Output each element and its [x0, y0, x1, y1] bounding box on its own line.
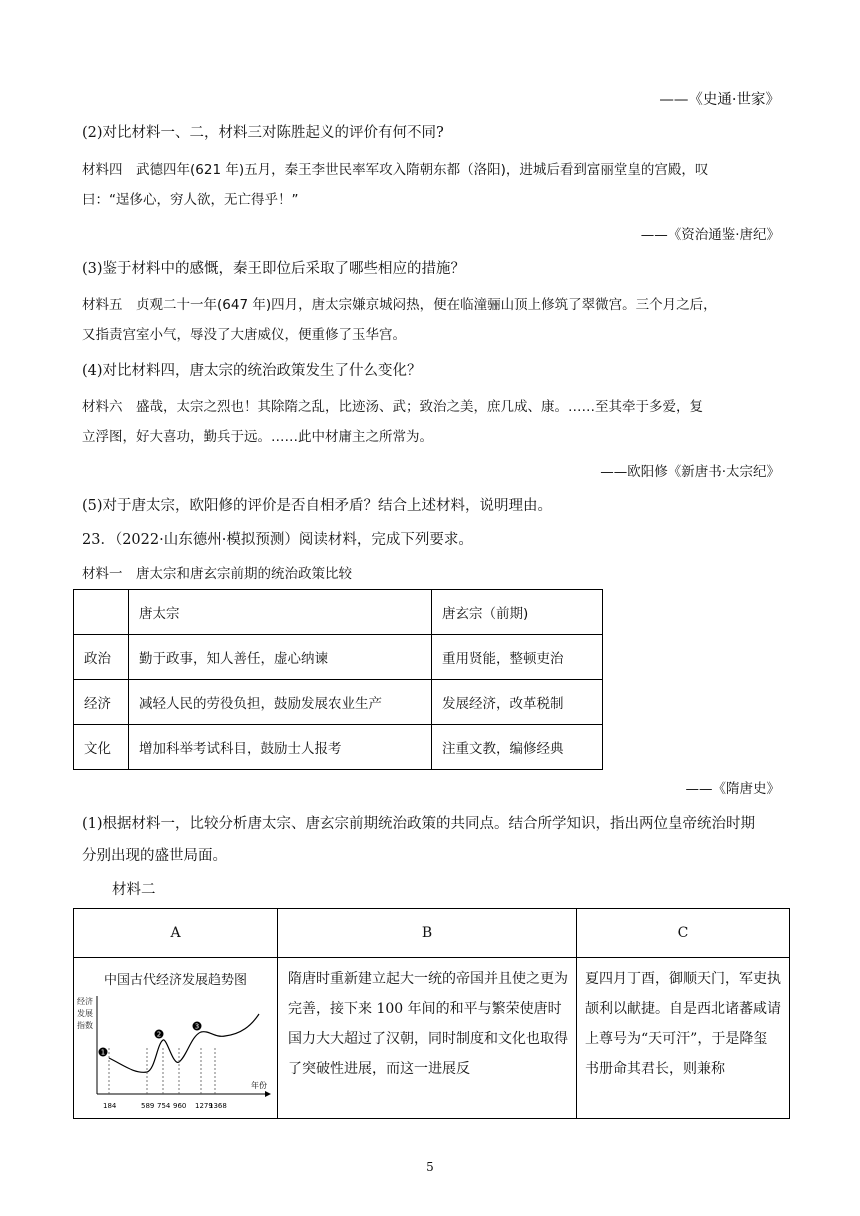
- question-2: (2)对比材料一、二，材料三对陈胜起义的评价有何不同?: [82, 125, 444, 141]
- source-citation: ——欧阳修《新唐书·太宗纪》: [600, 464, 780, 480]
- x-axis-label: 年份: [251, 1081, 267, 1090]
- table-row: [74, 635, 603, 680]
- x-tick-label: 589: [141, 1102, 155, 1110]
- material-2-table: [73, 908, 790, 1119]
- table-cell: 勤于政事，知人善任，虚心纳谏: [129, 635, 432, 680]
- material-4-line-2: 曰：“逞侈心，穷人欲，无亡得乎！”: [82, 192, 299, 208]
- table-row: [74, 680, 603, 725]
- table-cell: 唐玄宗（前期): [432, 590, 603, 635]
- y-axis-label: 经济: [77, 997, 93, 1006]
- header-a: A: [74, 909, 278, 958]
- y-axis-label: 指数: [77, 1021, 93, 1030]
- x-tick-label: 754: [157, 1102, 171, 1110]
- x-ticks: [100, 1048, 227, 1110]
- material-c-text: 夏四月丁酉，御顺天门，军吏执颉利以献捷。自是西北诸蕃咸请上尊号为“天可汗”，于是降玺书册命其君长，则兼称: [577, 958, 790, 1119]
- table-cell: 唐太宗: [129, 590, 432, 635]
- table-row: [74, 958, 790, 1119]
- chart-cell: [74, 958, 278, 1119]
- question-3: (3)鉴于材料中的感慨，秦王即位后采取了哪些相应的措施？: [82, 261, 466, 277]
- chart-marker-label: 3: [194, 1022, 200, 1031]
- material-6-line-2: 立浮图，好大喜功，勤兵于远。……此中材庸主之所常为。: [82, 429, 433, 445]
- chart-marker-label: 1: [100, 1048, 106, 1057]
- question-23-header: 23．（2022·山东德州·模拟预测）阅读材料，完成下列要求。: [82, 532, 473, 548]
- x-tick-label: 1368: [209, 1102, 227, 1110]
- material-6-line-1: 材料六 盛哉，太宗之烈也！其除隋之乱，比迹汤、武；致治之美，庶几成、康。……至其牵于多爱，复: [82, 399, 703, 415]
- table-cell: 减轻人民的劳役负担，鼓励发展农业生产: [129, 680, 432, 725]
- source-citation: ——《资治通鉴·唐纪》: [640, 227, 780, 243]
- header-c: C: [577, 909, 790, 958]
- question-5: (5)对于唐太宗，欧阳修的评价是否自相矛盾？结合上述材料，说明理由。: [82, 498, 553, 514]
- table-cell: 重用贤能，整顿吏治: [432, 635, 603, 680]
- table-cell: 注重文教，编修经典: [432, 725, 603, 770]
- x-tick-label: 184: [103, 1102, 117, 1110]
- policy-comparison-table: [73, 589, 603, 770]
- material-5-line-1: 材料五 贞观二十一年(647 年)四月，唐太宗嫌京城闷热，便在临潼骊山顶上修筑了翠微宫。三个月之后，: [82, 297, 717, 313]
- x-axis-arrow: [265, 1091, 271, 1097]
- page-number: 5: [426, 1160, 434, 1174]
- table-caption: 材料一 唐太宗和唐玄宗前期的统治政策比较: [82, 566, 352, 582]
- source-citation: ——《隋唐史》: [685, 781, 780, 797]
- chart-title: 中国古代经济发展趋势图: [103, 973, 247, 988]
- material-5-line-2: 又指责宫室小气，辱没了大唐威仪，便重修了玉华宫。: [82, 327, 406, 343]
- table-cell: 发展经济，改革税制: [432, 680, 603, 725]
- table-cell: 增加科举考试科目，鼓励士人报考: [129, 725, 432, 770]
- material-b-text: 隋唐时重新建立起大一统的帝国并且使之更为完善，接下来 100 年间的和平与繁荣使唐时国力大大超过了汉朝，同时制度和文化也取得了突破性进展，而这一进展反: [278, 958, 577, 1119]
- x-tick-label: 960: [173, 1102, 187, 1110]
- table-cell: 政治: [74, 635, 129, 680]
- source-citation: ——《史通·世家》: [659, 92, 780, 108]
- question-4: (4)对比材料四，唐太宗的统治政策发生了什么变化？: [82, 363, 422, 379]
- header-b: B: [278, 909, 577, 958]
- chart-marker-label: 2: [156, 1030, 162, 1039]
- x-tick-label: 1279: [195, 1102, 213, 1110]
- material-2-label: 材料二: [112, 882, 156, 898]
- table-cell: 文化: [74, 725, 129, 770]
- material-4-line-1: 材料四 武德四年(621 年)五月，秦王李世民率军攻入隋朝东都（洛阳)，进城后看到富丽堂皇的宫殿，叹: [82, 162, 709, 178]
- table-cell: 经济: [74, 680, 129, 725]
- table-row: [74, 909, 790, 958]
- table-row: [74, 725, 603, 770]
- table-row: [74, 590, 603, 635]
- question-1-line-2: 分别出现的盛世局面。: [82, 848, 227, 864]
- economic-trend-chart: [75, 988, 275, 1116]
- y-axis-label: 发展: [77, 1009, 93, 1018]
- question-1-line-1: (1)根据材料一，比较分析唐太宗、唐玄宗前期统治政策的共同点。结合所学知识，指出两位皇帝统治时期: [82, 816, 756, 832]
- trend-line: [109, 1014, 259, 1072]
- table-cell: [74, 590, 129, 635]
